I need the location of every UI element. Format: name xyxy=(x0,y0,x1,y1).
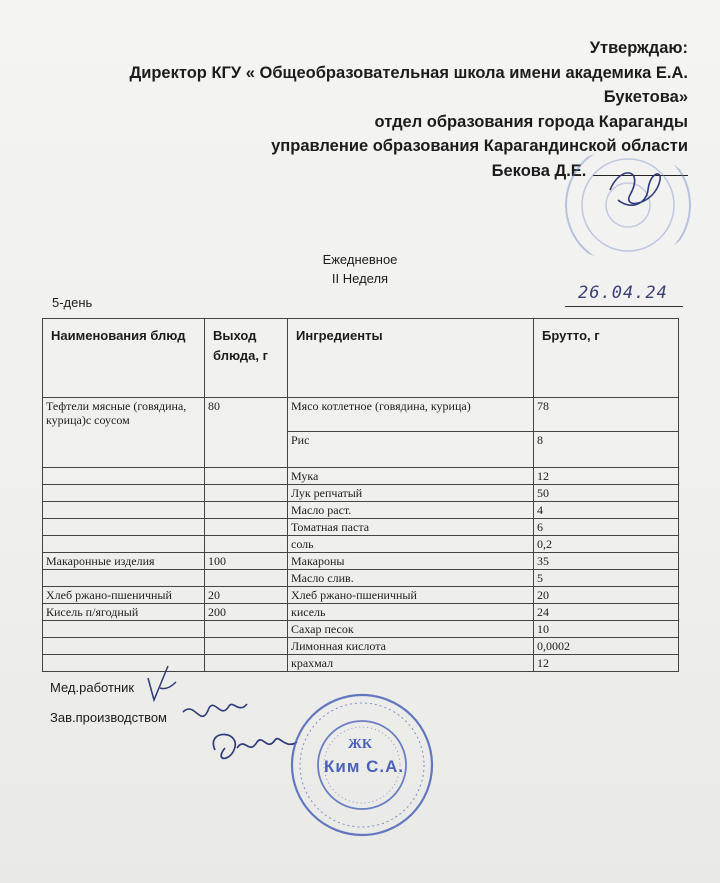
gross-cell: 20 xyxy=(534,587,679,604)
date-underline xyxy=(565,306,683,307)
gross-cell: 8 xyxy=(534,432,679,468)
output-cell xyxy=(205,468,288,485)
ingredient-cell: соль xyxy=(288,536,534,553)
output-cell xyxy=(205,638,288,655)
output-cell xyxy=(205,485,288,502)
ingredient-cell: Лук репчатый xyxy=(288,485,534,502)
gross-cell: 50 xyxy=(534,485,679,502)
table-row xyxy=(43,398,679,432)
output-cell xyxy=(205,502,288,519)
director-signature-icon xyxy=(600,160,670,220)
output-cell xyxy=(205,655,288,672)
production-signature-icon xyxy=(175,690,305,775)
gross-cell: 24 xyxy=(534,604,679,621)
gross-cell: 0,2 xyxy=(534,536,679,553)
dish-cell xyxy=(43,638,205,655)
ingredient-cell: Рис xyxy=(288,432,534,468)
column-header-output: Выход блюда, г xyxy=(205,319,288,398)
ingredient-cell: Хлеб ржано-пшеничный xyxy=(288,587,534,604)
stamp-initials: ЖК xyxy=(348,737,372,752)
day-label: 5-день xyxy=(52,295,93,310)
administration-line: управление образования Карагандинской области xyxy=(271,137,688,155)
gross-cell: 4 xyxy=(534,502,679,519)
ingredient-cell: Масло раст. xyxy=(288,502,534,519)
dish-cell xyxy=(43,570,205,587)
output-cell xyxy=(205,570,288,587)
ingredient-cell: крахмал xyxy=(288,655,534,672)
ingredient-cell: кисель xyxy=(288,604,534,621)
dish-cell xyxy=(43,519,205,536)
table-header-row xyxy=(43,319,679,398)
ingredient-cell: Сахар песок xyxy=(288,621,534,638)
ingredient-cell: Макароны xyxy=(288,553,534,570)
director-name: Бекова Д.Е. xyxy=(491,161,587,180)
document-title: Ежедневное xyxy=(322,252,398,267)
table-row xyxy=(43,485,679,502)
table-row xyxy=(43,655,679,672)
handwritten-date: 26.04.24 xyxy=(578,283,668,303)
output-cell xyxy=(205,519,288,536)
medic-label: Мед.работник xyxy=(50,680,135,695)
table-row xyxy=(43,638,679,655)
gross-cell: 78 xyxy=(534,398,679,432)
ingredient-cell: Масло слив. xyxy=(288,570,534,587)
gross-cell: 6 xyxy=(534,519,679,536)
output-cell: 80 xyxy=(205,398,288,468)
stamp-name: Ким С.А. xyxy=(324,757,405,776)
dish-cell xyxy=(43,485,205,502)
dish-cell xyxy=(43,468,205,485)
director-line-2: Букетова» xyxy=(603,88,688,106)
department-line: отдел образования города Караганды xyxy=(374,112,688,131)
column-header-ingredients: Ингредиенты xyxy=(288,319,534,398)
table-row xyxy=(43,621,679,638)
column-header-gross: Брутто, г xyxy=(534,319,679,398)
column-header-dish: Наименования блюд xyxy=(43,319,205,398)
output-cell xyxy=(205,621,288,638)
output-cell: 100 xyxy=(205,553,288,570)
dish-cell: Тефтели мясные (говядина, курица)с соусом xyxy=(43,398,205,468)
production-manager-label: Зав.производством xyxy=(50,710,167,725)
ingredient-cell: Мука xyxy=(288,468,534,485)
table-row xyxy=(43,553,679,570)
gross-cell: 0,0002 xyxy=(534,638,679,655)
ingredient-cell: Мясо котлетное (говядина, курица) xyxy=(288,398,534,432)
table-row xyxy=(43,536,679,553)
ingredient-cell: Лимонная кислота xyxy=(288,638,534,655)
gross-cell: 12 xyxy=(534,468,679,485)
output-cell xyxy=(205,536,288,553)
dish-cell: Макаронные изделия xyxy=(43,553,205,570)
gross-cell: 5 xyxy=(534,570,679,587)
menu-table xyxy=(42,318,679,672)
dish-cell: Кисель п/ягодный xyxy=(43,604,205,621)
dish-cell xyxy=(43,621,205,638)
table-row xyxy=(43,604,679,621)
director-line-1: Директор КГУ « Общеобразовательная школа имени академика Е.А. xyxy=(129,63,688,82)
ingredient-cell: Томатная паста xyxy=(288,519,534,536)
week-label: II Неделя xyxy=(331,271,389,286)
output-cell: 200 xyxy=(205,604,288,621)
table-row xyxy=(43,468,679,485)
table-row xyxy=(43,519,679,536)
table-row xyxy=(43,587,679,604)
gross-cell: 10 xyxy=(534,621,679,638)
table-row xyxy=(43,570,679,587)
gross-cell: 12 xyxy=(534,655,679,672)
gross-cell: 35 xyxy=(534,553,679,570)
table-row xyxy=(43,502,679,519)
dish-cell xyxy=(43,502,205,519)
dish-cell xyxy=(43,536,205,553)
dish-cell: Хлеб ржано-пшеничный xyxy=(43,587,205,604)
output-cell: 20 xyxy=(205,587,288,604)
approve-label: Утверждаю: xyxy=(589,39,688,57)
